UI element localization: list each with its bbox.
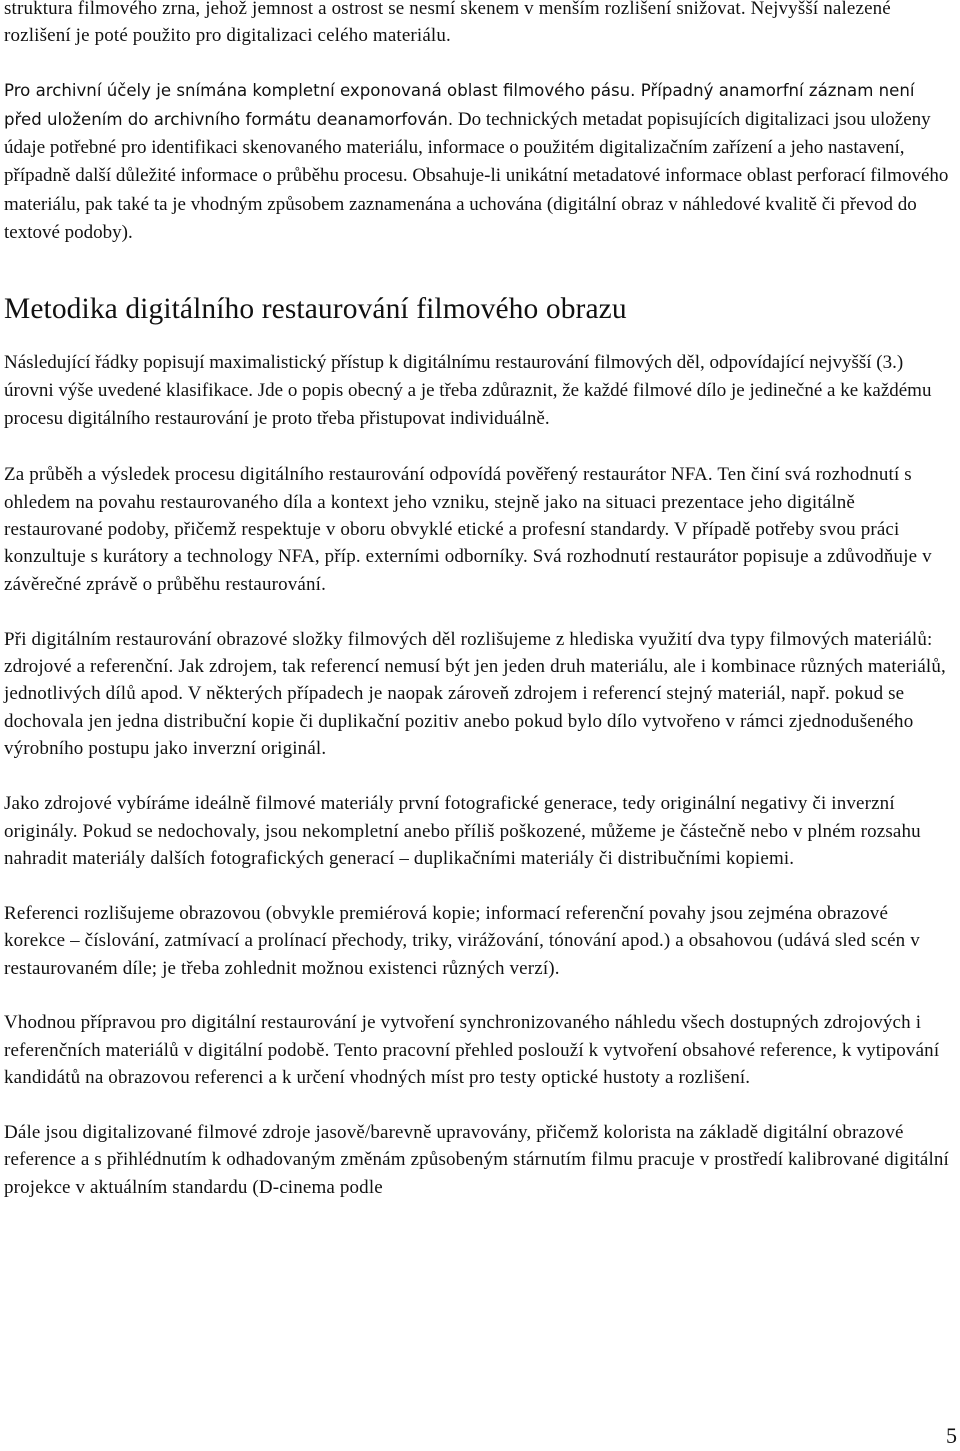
document-page bbox=[4, 0, 954, 1229]
intro-paragraph-2 bbox=[4, 77, 954, 247]
paragraph-1 bbox=[4, 349, 954, 434]
paragraph-1-part2: Jde o popis obecný a je třeba zdůraznit, že každé filmové dílo je jedinečné a ke každému procesu digitálního restaurování je proto třeba přistupovat individuálně. bbox=[4, 380, 932, 430]
intro-paragraph-2-part2: Do technických metadat popisujících digitalizaci jsou uloženy údaje potřebné pro identifikaci skenovaného materiálu, informace o použitém digitalizačním zařízení a jeho nastavení, případně další důležité informace o průběhu procesu. bbox=[4, 108, 931, 187]
paragraph-3: Při digitálním restaurování obrazové složky filmových děl rozlišujeme z hlediska využití dva typy filmových materiálů: zdrojové a referenční. Jak zdrojem, tak referencí nemusí být jen jeden druh materiálu, ale i kombinace různých materiálů, jednotlivých dílů apod. V některých případech je naopak zároveň zdrojem i referencí stejný materiál, např. pokud se dochovala jen jedna distribuční kopie či duplikační pozitiv anebo pokud bylo dílo vytvořeno v rámci zjednodušeného výrobního postupu jako inverzní originál. bbox=[4, 628, 946, 760]
paragraph-1-part1: Následující řádky popisují maximalistický přístup k digitálnímu restaurování filmových děl, odpovídající nejvyšší (3.) úrovni výše uvedené klasifikace. bbox=[4, 351, 904, 402]
paragraph-7: Dále jsou digitalizované filmové zdroje jasově/barevně upravovány, přičemž kolorista na základě digitální obrazové reference a s přihlédnutím k odhadovaným změnám způsobeným stárnutím filmu pracuje v prostředí kalibrované digitální projekce v aktuálním standardu (D-cinema podle bbox=[4, 1121, 949, 1198]
section-heading: Metodika digitálního restaurování filmového obrazu bbox=[4, 292, 627, 325]
intro-paragraph-1: struktura filmového zrna, jehož jemnost a ostrost se nesmí skenem v menším rozlišení snižovat. Nejvyšší nalezené rozlišení je poté použito pro digitalizaci celého materiálu. bbox=[4, 0, 891, 47]
intro-paragraph-2-part3: Obsahuje-li unikátní metadatové informace oblast perforací filmového materiálu, pak také ta je vhodným způsobem zaznamenána a uchována (digitální obraz v náhledové kvalitě či převod do textové podoby). bbox=[4, 165, 949, 244]
intro-paragraph-2-part1: Pro archivní účely je snímána kompletní exponovaná oblast filmového pásu. Případný anamorfní záznam není před uložením do archivního formátu deanamorfován. bbox=[4, 81, 915, 129]
page-number: 5 bbox=[946, 1423, 957, 1448]
paragraph-4: Jako zdrojové vybíráme ideálně filmové materiály první fotografické generace, tedy originální negativy či inverzní originály. Pokud se nedochovaly, jsou nekompletní anebo příliš poškozené, můžeme je částečně nebo v plném rozsahu nahradit materiály dalších fotografických generací – duplikačními materiály či distribučními kopiemi. bbox=[4, 793, 921, 869]
paragraph-5: Referenci rozlišujeme obrazovou (obvykle premiérová kopie; informací referenční povahy jsou zejména obrazové korekce – číslování, zatmívací a prolínací přechody, triky, virážování, tónování apod.) a obsahovou (udává sled scén v restaurovaném díle; je třeba zohlednit možnou existenci různých verzí). bbox=[4, 902, 920, 979]
paragraph-2: Za průběh a výsledek procesu digitálního restaurování odpovídá pověřený restaurátor NFA. Ten činí svá rozhodnutí s ohledem na povahu restaurovaného díla a kontext jeho vzniku, stejně jako na situaci prezentace jeho digitálně restaurované podoby, přičemž respektuje v oboru obvyklé etické a profesní standardy. V případě potřeby svou práci konzultuje s kurátory a technology NFA, příp. externími odborníky. Svá rozhodnutí restaurátor popisuje a zdůvodňuje v závěrečné zprávě o průběhu restaurování. bbox=[4, 464, 932, 595]
paragraph-6: Vhodnou přípravou pro digitální restaurování je vytvoření synchronizovaného náhledu všech dostupných zdrojových i referenčních materiálů v digitální podobě. Tento pracovní přehled poslouží k vytvoření obsahové reference, k vytipování kandidátů na obrazovou referenci a k určení vhodných míst pro testy optické hustoty a rozlišení. bbox=[4, 1012, 940, 1089]
